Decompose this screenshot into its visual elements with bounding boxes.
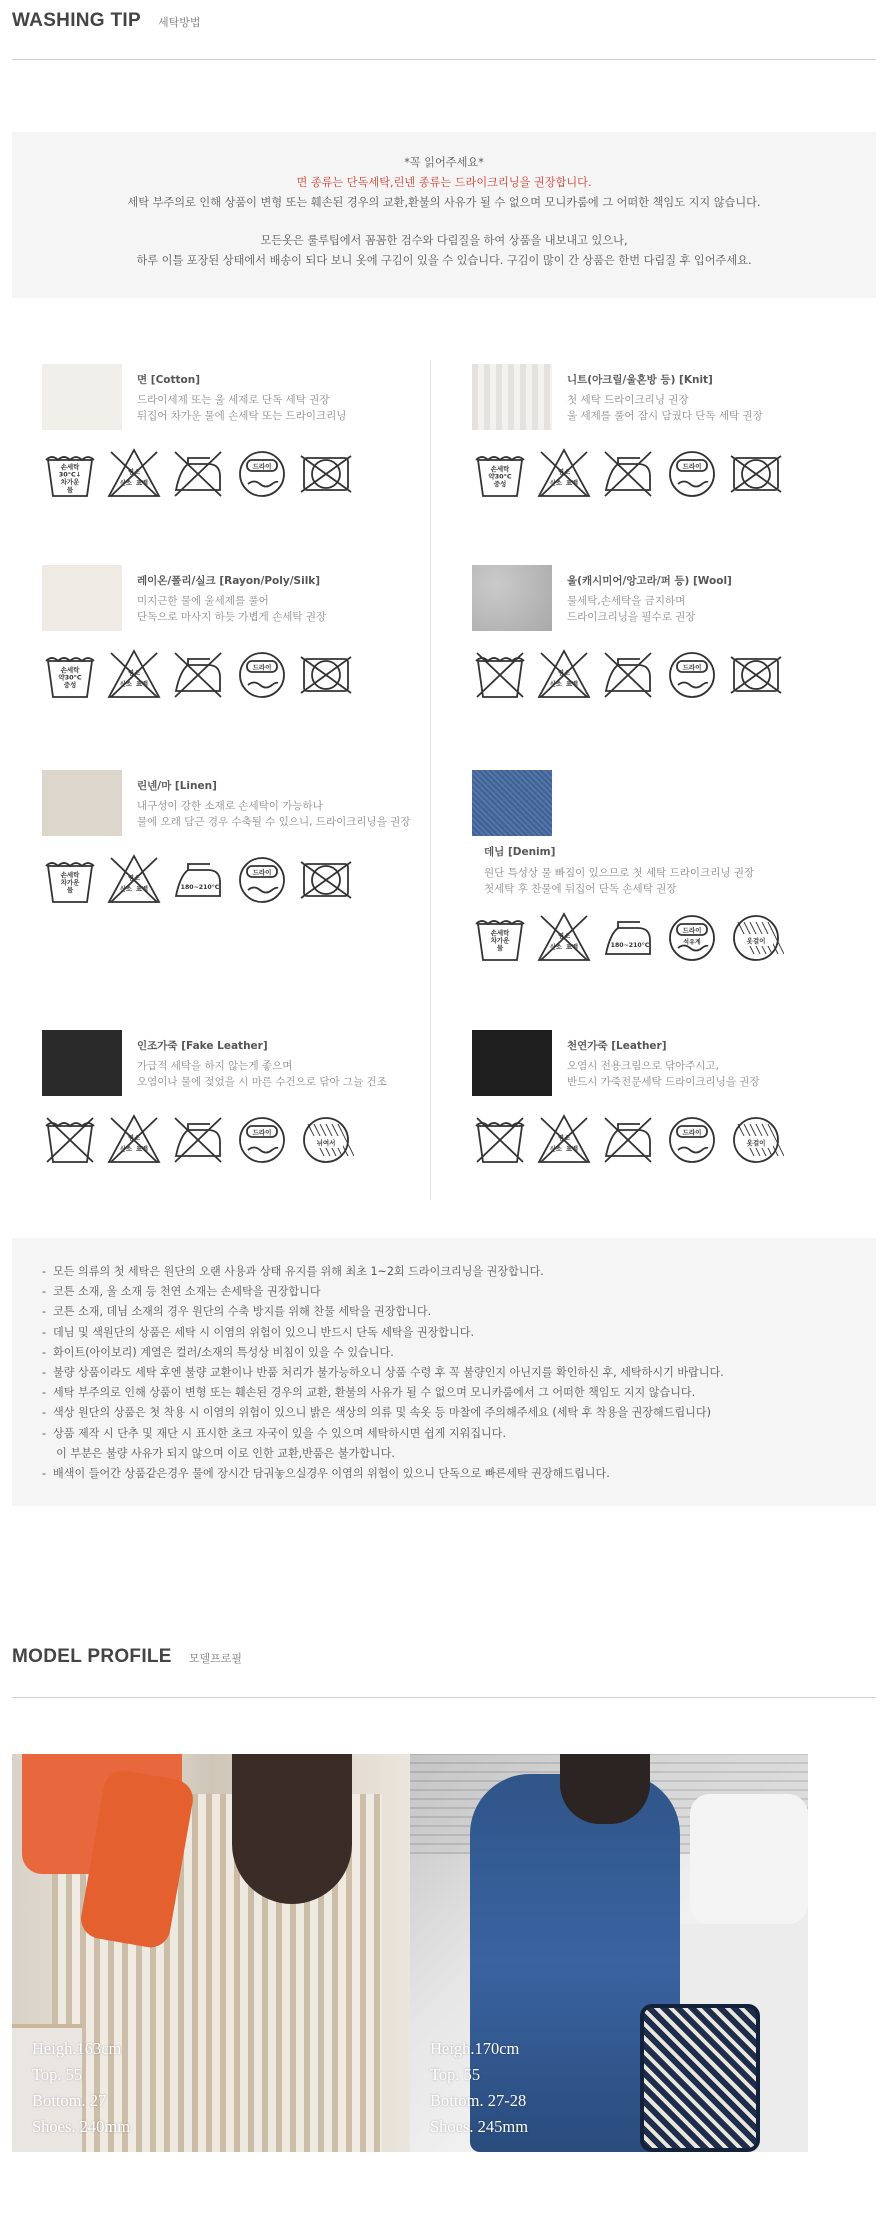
dry-clean-icon [664,1112,720,1168]
fabric-description [137,392,346,424]
svg-text:염소: 염소 [558,469,570,476]
iron-icon [600,910,656,966]
no-bleach-icon [106,852,162,908]
model-2-caption [430,2036,528,2140]
fabric-swatch [42,565,122,631]
note-line: - 배색이 들어간 상품같은경우 물에 장시간 담궈놓으실경우 이염의 위험이 있으니 단독으로 빠른세탁 권장해드립니다. [42,1467,610,1481]
svg-text:뉘여서: 뉘여서 [316,1139,336,1147]
fabric-description-line: 드라이크리닝을 필수로 권장 [567,611,696,623]
svg-text:염소: 염소 [558,670,570,677]
model-photo-1 [12,1754,410,2152]
model-1-height: Heigh.163cm [32,2039,122,2058]
drying-icon [728,910,784,966]
notice-line-1: 세탁 부주의로 인해 상품이 변형 또는 훼손된 경우의 교환,환불의 사유가 될 수 없으며 모니카룸에 그 어떠한 책임도 지지 않습니다. [127,196,761,209]
iron-icon [170,647,226,703]
svg-text:드라이: 드라이 [252,1128,272,1137]
notice-heading: *꼭 읽어주세요* [404,156,484,169]
no-bleach-icon [536,910,592,966]
fabric-description-line: 드라이세제 또는 울 세제로 단독 세탁 권장 [137,394,330,406]
washing-section-header [12,10,876,60]
fabric-item [42,1030,442,1172]
hand-wash-icon [472,446,528,502]
fabric-description [137,798,410,830]
hand-wash-icon [472,910,528,966]
fabric-description-line: 첫 세탁 드라이크리닝 권장 [567,394,689,406]
svg-text:중성: 중성 [493,480,507,489]
notice-line-2: 모든옷은 룰루팁에서 꼼꼼한 검수와 다림질을 하여 상품을 내보내고 있으나, [260,234,628,247]
dry-clean-icon [234,647,290,703]
svg-text:산소: 산소 [120,1146,132,1153]
svg-text:약30°C: 약30°C [488,472,512,481]
svg-text:드라이: 드라이 [682,663,702,672]
fabric-name: 니트(아크릴/울혼방 등) [Knit] [567,374,713,386]
svg-text:약30°C: 약30°C [58,673,82,682]
fabric-name: 면 [Cotton] [137,374,201,386]
washing-notes [12,1238,876,1506]
svg-text:산소: 산소 [120,886,132,893]
model-photo-2 [410,1754,808,2152]
fabric-swatch [472,770,552,836]
fabric-name: 레이온/폴리/실크 [Rayon/Poly/Silk] [137,575,321,587]
iron-icon [170,1112,226,1168]
fabric-description-line: 물에 오래 담근 경우 수축될 수 있으니, 드라이크리닝을 권장 [137,816,411,828]
fabric-description [567,1058,760,1090]
care-icons [472,910,784,966]
fabric-swatch [42,770,122,836]
note-line: - 불량 상품이라도 세탁 후엔 불량 교환이나 반품 처리가 불가능하오니 상품 수령 후 꼭 불량인지 아닌지를 확인하신 후, 세탁하시기 바랍니다. [42,1366,724,1380]
drying-icon [298,1112,354,1168]
fabric-description-line: 단독으로 마사지 하듯 가볍게 손세탁 권장 [137,611,327,623]
care-icons [42,1112,354,1168]
note-line: - 색상 원단의 상품은 첫 착용 시 이염의 위험이 있으니 밝은 색상의 의류 및 속옷 등 마찰에 주의해주세요 (세탁 후 착용을 권장해드립니다) [42,1406,711,1420]
svg-text:손세탁: 손세탁 [60,871,80,879]
model-2-shoes: Shoes. 245mm [430,2117,529,2136]
svg-text:표백: 표백 [136,886,148,893]
svg-text:산소: 산소 [550,944,562,951]
fabric-item [472,565,872,707]
fabric-swatch [472,1030,552,1096]
note-line: - 코튼 소재, 데님 소재의 경우 원단의 수축 방지를 위해 찬물 세탁을 권장합니다. [42,1305,432,1319]
fabric-description-line: 첫세탁 후 찬물에 뒤집어 단독 손세탁 권장 [484,883,677,895]
svg-text:드라이: 드라이 [682,926,702,935]
svg-text:표백: 표백 [566,681,578,688]
no-water-wash-icon [42,1112,98,1168]
note-line: 이 부분은 불량 사유가 되지 않으며 이로 인한 교환,반품은 불가합니다. [42,1446,395,1460]
fabric-description-line: 울 세제를 풀어 잠시 담궜다 단독 세탁 권장 [567,410,763,422]
model-1-top: Top. 55 [32,2065,83,2084]
svg-text:차가운: 차가운 [60,478,80,487]
note-line: - 세탁 부주의로 인해 상품이 변형 또는 훼손된 경우의 교환, 환불의 사유가 될 수 없으며 모니카룸에서 그 어떠한 책임도 지지 않습니다. [42,1386,696,1400]
no-tumble-dry-icon [728,446,784,502]
svg-text:손세탁: 손세탁 [490,929,510,937]
iron-icon [600,446,656,502]
dry-clean-icon [234,1112,290,1168]
note-line: - 코튼 소재, 울 소재 등 천연 소재는 손세탁을 권장합니다 [42,1285,321,1299]
care-icons [472,1112,784,1168]
fabric-item [472,364,872,506]
no-water-wash-icon [472,1112,528,1168]
fabric-description-line: 원단 특성상 물 빠짐이 있으므로 첫 세탁 드라이크리닝 권장 [484,867,755,879]
note-line: - 상품 제작 시 단추 및 재단 시 표시한 초크 자국이 있을 수 있으며 세탁하시면 쉽게 지워집니다. [42,1426,506,1440]
note-line: - 데님 및 색원단의 상품은 세탁 시 이염의 위험이 있으니 반드시 단독 세탁을 권장합니다. [42,1325,474,1339]
fabric-item [42,770,442,912]
fabric-description [137,1058,387,1090]
fabric-description [137,593,326,625]
fabric-description-line: 물세탁,손세탁을 금지하며 [567,595,686,607]
fabric-name: 데님 [Denim] [484,846,556,858]
svg-text:물: 물 [496,944,504,953]
fabric-swatch [472,364,552,430]
fabric-description-line: 오염시 전용크림으로 닦아주시고, [567,1060,720,1072]
no-tumble-dry-icon [298,852,354,908]
dry-clean-icon [234,446,290,502]
model-section-header [12,1646,876,1698]
fabric-swatch [42,364,122,430]
fabric-description-line: 반드시 가죽전문세탁 드라이크리닝을 권장 [567,1076,760,1088]
fabric-description [484,865,754,897]
fabric-item [472,1030,872,1172]
svg-text:드라이: 드라이 [682,1128,702,1137]
fabric-item [42,364,442,506]
model-2-top: Top. 55 [430,2065,481,2084]
iron-icon [170,852,226,908]
no-bleach-icon [536,647,592,703]
iron-icon [600,647,656,703]
model-subtitle: 모델프로필 [188,1652,243,1665]
svg-text:손세탁: 손세탁 [60,666,80,674]
dry-clean-icon [234,852,290,908]
svg-text:산소: 산소 [550,480,562,487]
svg-text:표백: 표백 [566,480,578,487]
model-photos [12,1754,808,2152]
svg-text:물: 물 [66,485,74,494]
hand-wash-icon [42,647,98,703]
svg-text:염소: 염소 [128,1135,140,1142]
svg-text:물: 물 [66,886,74,895]
svg-text:드라이: 드라이 [682,462,702,471]
svg-text:산소: 산소 [550,681,562,688]
no-tumble-dry-icon [298,446,354,502]
fabric-description [567,392,763,424]
dry-clean-icon [664,647,720,703]
care-icons [42,852,354,908]
svg-text:표백: 표백 [566,944,578,951]
hand-wash-icon [42,446,98,502]
fabric-description [567,593,695,625]
iron-icon [170,446,226,502]
fabric-item [42,565,442,707]
svg-text:30°C↓: 30°C↓ [58,470,82,479]
fabric-name: 린넨/마 [Linen] [137,780,217,792]
fabric-name: 인조가죽 [Fake Leather] [137,1040,268,1052]
svg-text:180~210°C: 180~210°C [610,942,650,949]
no-bleach-icon [106,446,162,502]
drying-icon [728,1112,784,1168]
notice-line-3: 하루 이틀 포장된 상태에서 배송이 되다 보니 옷에 구김이 있을 수 있습니다. 구김이 많이 간 상품은 한번 다림질 후 입어주세요. [136,254,752,267]
model-title: MODEL PROFILE [12,1646,172,1667]
svg-text:180~210°C: 180~210°C [180,884,220,891]
model-2-height: Heigh.170cm [430,2039,520,2058]
model-2-bottom: Bottom. 27-28 [430,2091,527,2110]
svg-text:옷걸이: 옷걸이 [746,937,766,945]
fabric-name: 천연가죽 [Leather] [567,1040,667,1052]
svg-text:드라이: 드라이 [252,462,272,471]
model-1-caption [32,2036,130,2140]
svg-text:드라이: 드라이 [252,663,272,672]
iron-icon [600,1112,656,1168]
notice-red-line: 면 종류는 단독세탁,린넨 종류는 드라이크리닝을 권장합니다. [296,176,592,189]
svg-text:염소: 염소 [558,1135,570,1142]
washing-title: WASHING TIP [12,10,141,31]
no-bleach-icon [106,647,162,703]
no-tumble-dry-icon [728,647,784,703]
no-bleach-icon [536,1112,592,1168]
svg-text:차가운: 차가운 [490,936,510,945]
no-water-wash-icon [472,647,528,703]
fabric-name: 울(캐시미어/앙고라/퍼 등) [Wool] [567,575,732,587]
hand-wash-icon [42,852,98,908]
svg-text:산소: 산소 [550,1146,562,1153]
dry-clean-icon [664,910,720,966]
model-1-shoes: Shoes. 240mm [32,2117,131,2136]
svg-text:표백: 표백 [136,1146,148,1153]
fabric-description-line: 가급적 세탁을 하지 않는게 좋으며 [137,1060,293,1072]
svg-text:옷걸이: 옷걸이 [746,1139,766,1147]
no-bleach-icon [536,446,592,502]
care-icons [42,446,354,502]
fabric-description-line: 미지근한 물에 울세제를 풀어 [137,595,269,607]
svg-text:염소: 염소 [128,469,140,476]
svg-text:손세탁: 손세탁 [60,463,80,471]
fabric-swatch [42,1030,122,1096]
care-icons [472,647,784,703]
fabric-description-line: 오염이나 물에 젖었을 시 마른 수건으로 닦아 그늘 건조 [137,1076,387,1088]
care-icons [42,647,354,703]
note-line: - 화이트(아이보리) 계열은 컬러/소재의 특성상 비침이 있을 수 있습니다. [42,1345,394,1359]
svg-text:산소: 산소 [120,681,132,688]
fabric-description-line: 뒤집어 차가운 물에 손세탁 또는 드라이크리닝 [137,410,347,422]
svg-text:드라이: 드라이 [252,868,272,877]
fabric-care-grid [0,340,888,1200]
model-1-bottom: Bottom. 27 [32,2091,107,2110]
washing-subtitle: 세탁방법 [158,16,201,29]
svg-text:표백: 표백 [566,1146,578,1153]
svg-text:산소: 산소 [120,480,132,487]
no-tumble-dry-icon [298,647,354,703]
fabric-item [472,770,872,970]
svg-text:염소: 염소 [128,875,140,882]
svg-text:손세탁: 손세탁 [490,465,510,473]
care-icons [472,446,784,502]
svg-text:염소: 염소 [128,670,140,677]
dry-clean-icon [664,446,720,502]
svg-text:중성: 중성 [63,681,77,690]
fabric-swatch [472,565,552,631]
no-bleach-icon [106,1112,162,1168]
svg-text:석유계: 석유계 [683,939,701,946]
washing-notice [12,132,876,298]
svg-text:차가운: 차가운 [60,878,80,887]
svg-text:염소: 염소 [558,933,570,940]
svg-text:표백: 표백 [136,681,148,688]
note-line: - 모든 의류의 첫 세탁은 원단의 오랜 사용과 상태 유지를 위해 최초 1~2회 드라이크리닝을 권장합니다. [42,1265,544,1278]
fabric-description-line: 내구성이 강한 소재로 손세탁이 가능하나 [137,800,323,812]
svg-text:표백: 표백 [136,480,148,487]
